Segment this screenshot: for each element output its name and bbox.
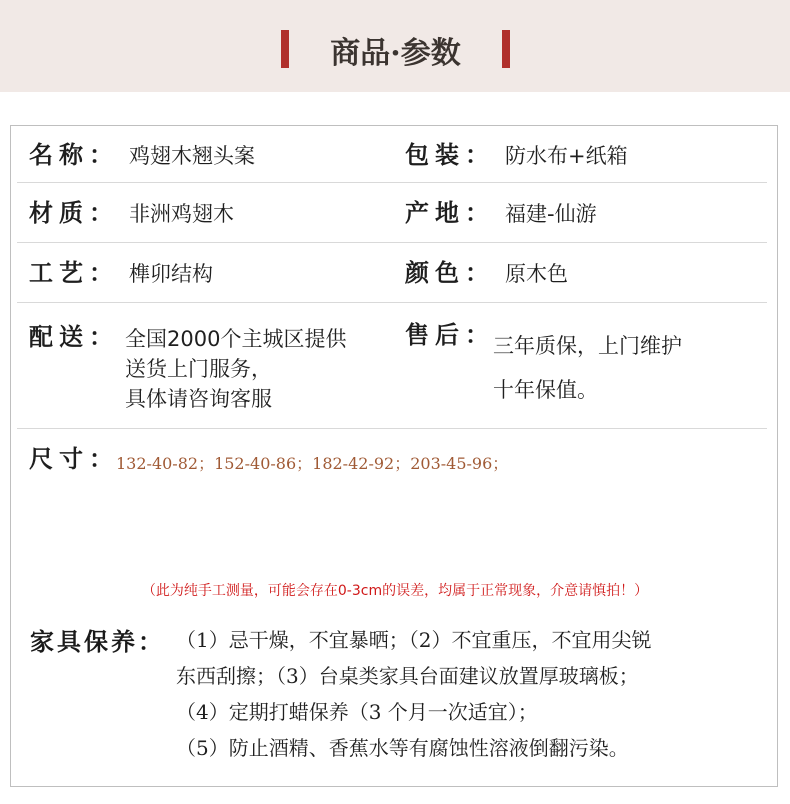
after-sales-line: 十年保值。 [493,378,598,402]
page-title: 商品·参数 [330,36,461,71]
color-value: 原木色 [505,262,568,286]
care-line: （4）定期打蜡保养（3 个月一次适宜）； [176,700,538,724]
name-value: 鸡翅木翘头案 [129,144,255,168]
care-instructions [176,622,761,766]
care-line: （5）防止酒精、香蕉水等有腐蚀性溶液倒翻污染。 [176,736,629,760]
care-line: 东西刮擦；（3）台桌类家具台面建议放置厚玻璃板； [176,664,639,688]
after-sales-label: 售后： [405,320,495,349]
spec-row-material [17,182,767,243]
care-label: 家具保养： [30,627,165,656]
craft-value: 榫卯结构 [129,262,213,286]
spec-row-craft [17,242,767,303]
measurement-note: （此为纯手工测量，可能会存在0-3cm的误差，均属于正常现象，介意请慎拍！） [141,583,649,599]
spec-row-delivery [17,302,767,429]
color-label: 颜色： [405,258,495,287]
size-label: 尺寸： [29,444,119,473]
delivery-label: 配送： [29,322,119,351]
craft-label: 工艺： [29,258,119,287]
care-line: （1）忌干燥，不宜暴晒；（2）不宜重压，不宜用尖锐 [176,628,652,652]
delivery-line: 具体请咨询客服 [125,387,272,411]
origin-value: 福建-仙游 [505,202,597,226]
delivery-line: 送货上门服务， [125,357,272,381]
origin-label: 产地： [405,198,495,227]
header-right-bar [502,30,510,68]
pack-label: 包装： [405,140,495,169]
material-label: 材质： [29,198,119,227]
spec-row-name [17,126,767,183]
after-sales-line: 三年质保，上门维护 [493,334,682,358]
after-sales-value [493,324,682,412]
delivery-value [125,324,346,414]
material-value: 非洲鸡翅木 [129,202,234,226]
size-values: 132-40-82；152-40-86；182-42-92；203-45-96； [116,454,509,473]
delivery-line: 全国2000个主城区提供 [125,327,347,351]
pack-value: 防水布+纸箱 [505,144,628,168]
name-label: 名称： [29,140,119,169]
header-banner [0,0,790,92]
